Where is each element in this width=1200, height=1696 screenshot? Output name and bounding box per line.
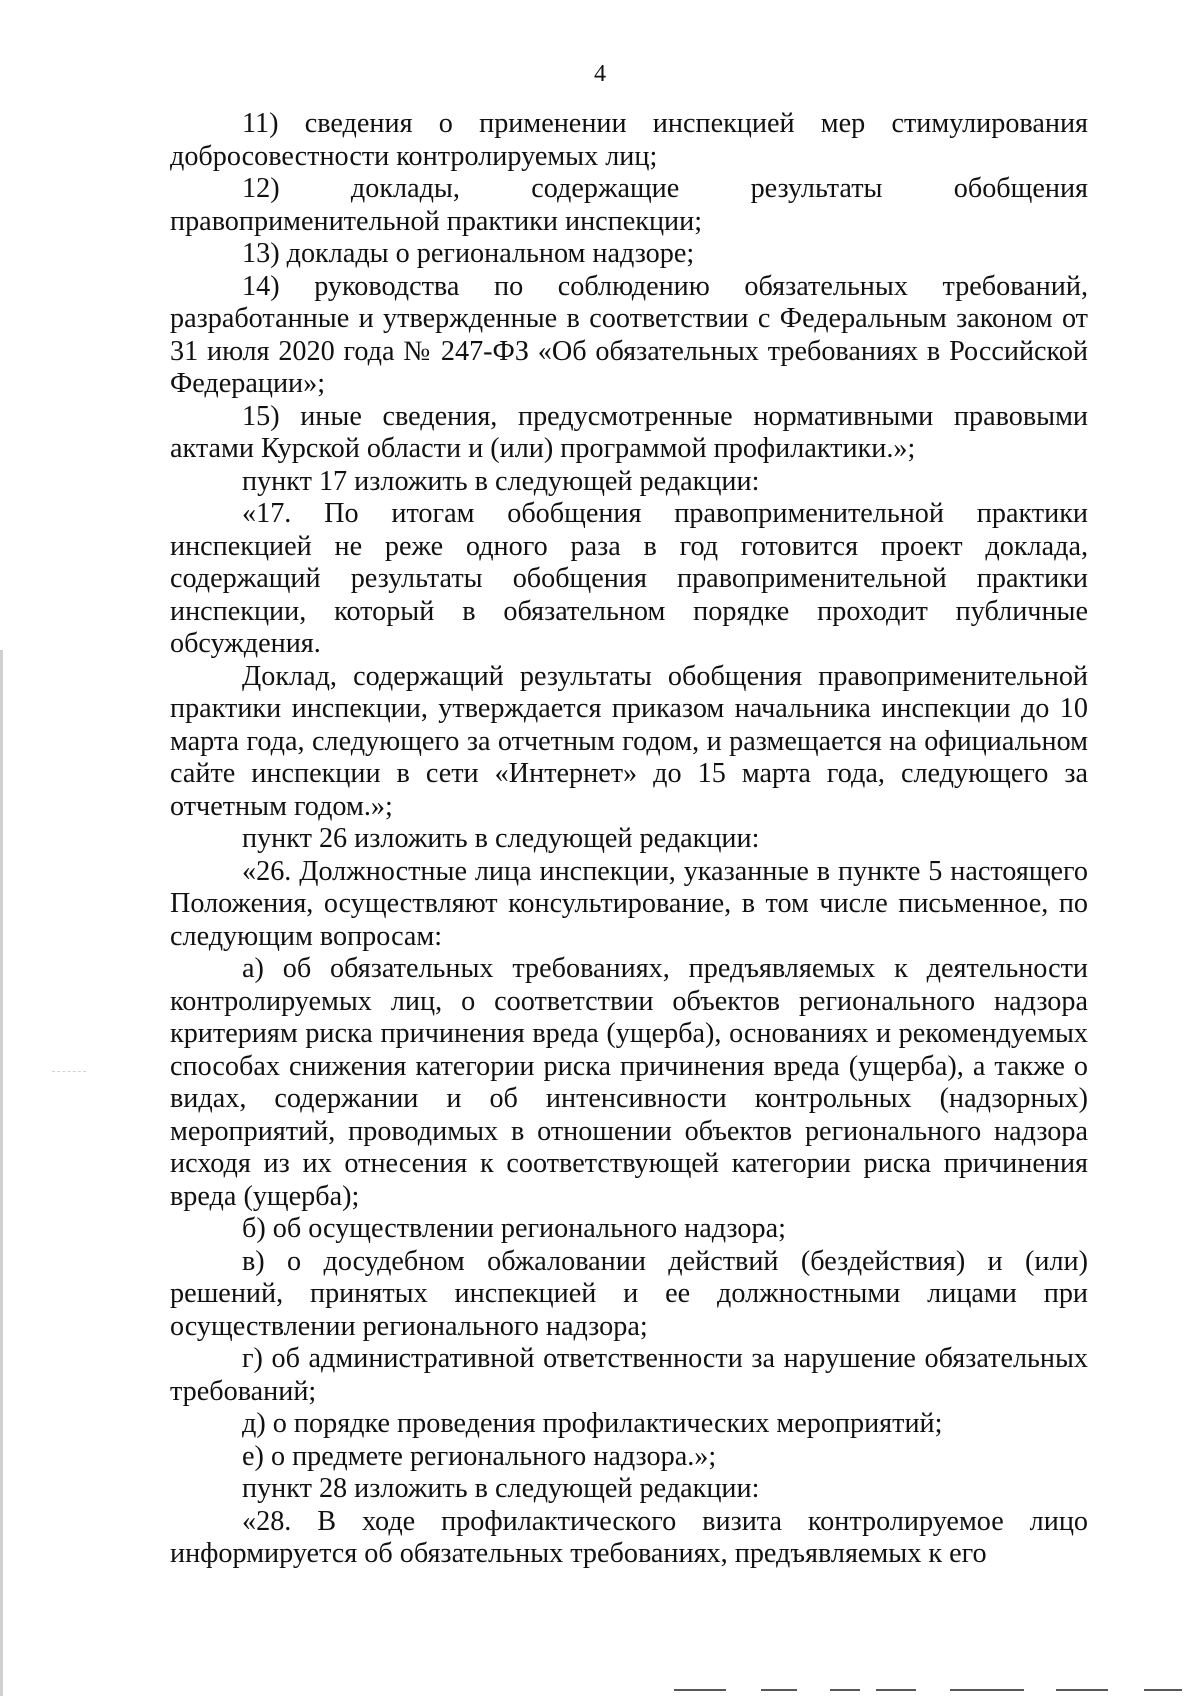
paragraph-item-14: 14) руководства по соблюдению обязательных требований, разработанные и утвержденные в соответствии с Федеральным законом от 31 июля 2020 года № 247-ФЗ «Об обязательных требованиях в Российской Федерации»; bbox=[170, 270, 1088, 399]
scan-dash-mark bbox=[52, 1071, 86, 1072]
footer-line-segment bbox=[674, 1689, 726, 1691]
paragraph-26-b: б) об осуществлении регионального надзора; bbox=[242, 1213, 786, 1244]
paragraph-26-e: е) о предмете регионального надзора.»; bbox=[242, 1440, 717, 1472]
footer-line-segment bbox=[830, 1689, 860, 1691]
footer-scan-lines bbox=[674, 1689, 1182, 1692]
scan-edge-mark bbox=[0, 650, 3, 1696]
amendment-intro-17: пункт 17 изложить в следующей редакции: bbox=[242, 465, 760, 497]
footer-line-segment bbox=[1144, 1689, 1182, 1691]
paragraph-item-11: 11) сведения о применении инспекцией мер стимулирования добросовестности контролируемых лиц; bbox=[170, 108, 1088, 172]
paragraph-17-main: «17. По итогам обобщения правоприменительной практики инспекцией не реже одного раза в год готовится проект доклада, содержащий результаты обобщения правоприменительной практики инспекции, который в обязательном порядке проходит публичные обсуждения. bbox=[170, 498, 1088, 659]
paragraph-item-12: 12) доклады, содержащие результаты обобщения правоприменительной практики инспекции; bbox=[170, 173, 1088, 237]
footer-line-segment bbox=[876, 1689, 916, 1691]
paragraph-item-13: 13) доклады о региональном надзоре; bbox=[242, 238, 695, 269]
paragraph-item-15: 15) иные сведения, предусмотренные нормативными правовыми актами Курской области и (или) программой профилактики.»; bbox=[170, 400, 1088, 464]
footer-line-segment bbox=[761, 1689, 797, 1691]
page-number: 4 bbox=[594, 61, 606, 87]
paragraph-26-g: г) об административной ответственности за нарушение обязательных требований; bbox=[170, 1343, 1088, 1407]
footer-line-segment bbox=[950, 1689, 1024, 1691]
paragraph-26-d: д) о порядке проведения профилактических мероприятий; bbox=[242, 1408, 943, 1439]
paragraph-26-main: «26. Должностные лица инспекции, указанные в пункте 5 настоящего Положения, осуществляют консультирование, в том числе письменное, по следующим вопросам: bbox=[170, 855, 1088, 952]
footer-line-segment bbox=[1056, 1689, 1108, 1691]
document-body bbox=[170, 108, 1088, 1571]
paragraph-28-main: «28. В ходе профилактического визита контролируемое лицо информируется об обязательных требованиях, предъявляемых к его bbox=[170, 1505, 1088, 1569]
paragraph-26-v: в) о досудебном обжаловании действий (бездействия) и (или) решений, принятых инспекцией и ее должностными лицами при осуществлении регионального надзора; bbox=[170, 1245, 1088, 1342]
paragraph-26-a: а) об обязательных требованиях, предъявляемых к деятельности контролируемых лиц, о соответствии объектов регионального надзора критериям риска причинения вреда (ущерба), основаниях и рекомендуемых способах снижения категории риска причинения вреда (ущерба), а также о видах, содержании и об интенсивности контрольных (надзорных) мероприятий, проводимых в отношении объектов регионального надзора исходя из их отнесения к соответствующей категории риска причинения вреда (ущерба); bbox=[170, 953, 1088, 1212]
paragraph-17-report: Доклад, содержащий результаты обобщения правоприменительной практики инспекции, утверждается приказом начальника инспекции до 10 марта года, следующего за отчетным годом, и размещается на официальном сайте инспекции в сети «Интернет» до 15 марта года, следующего за отчетным годом.»; bbox=[170, 660, 1088, 822]
amendment-intro-28: пункт 28 изложить в следующей редакции: bbox=[242, 1473, 760, 1504]
amendment-intro-26: пункт 26 изложить в следующей редакции: bbox=[242, 823, 760, 854]
